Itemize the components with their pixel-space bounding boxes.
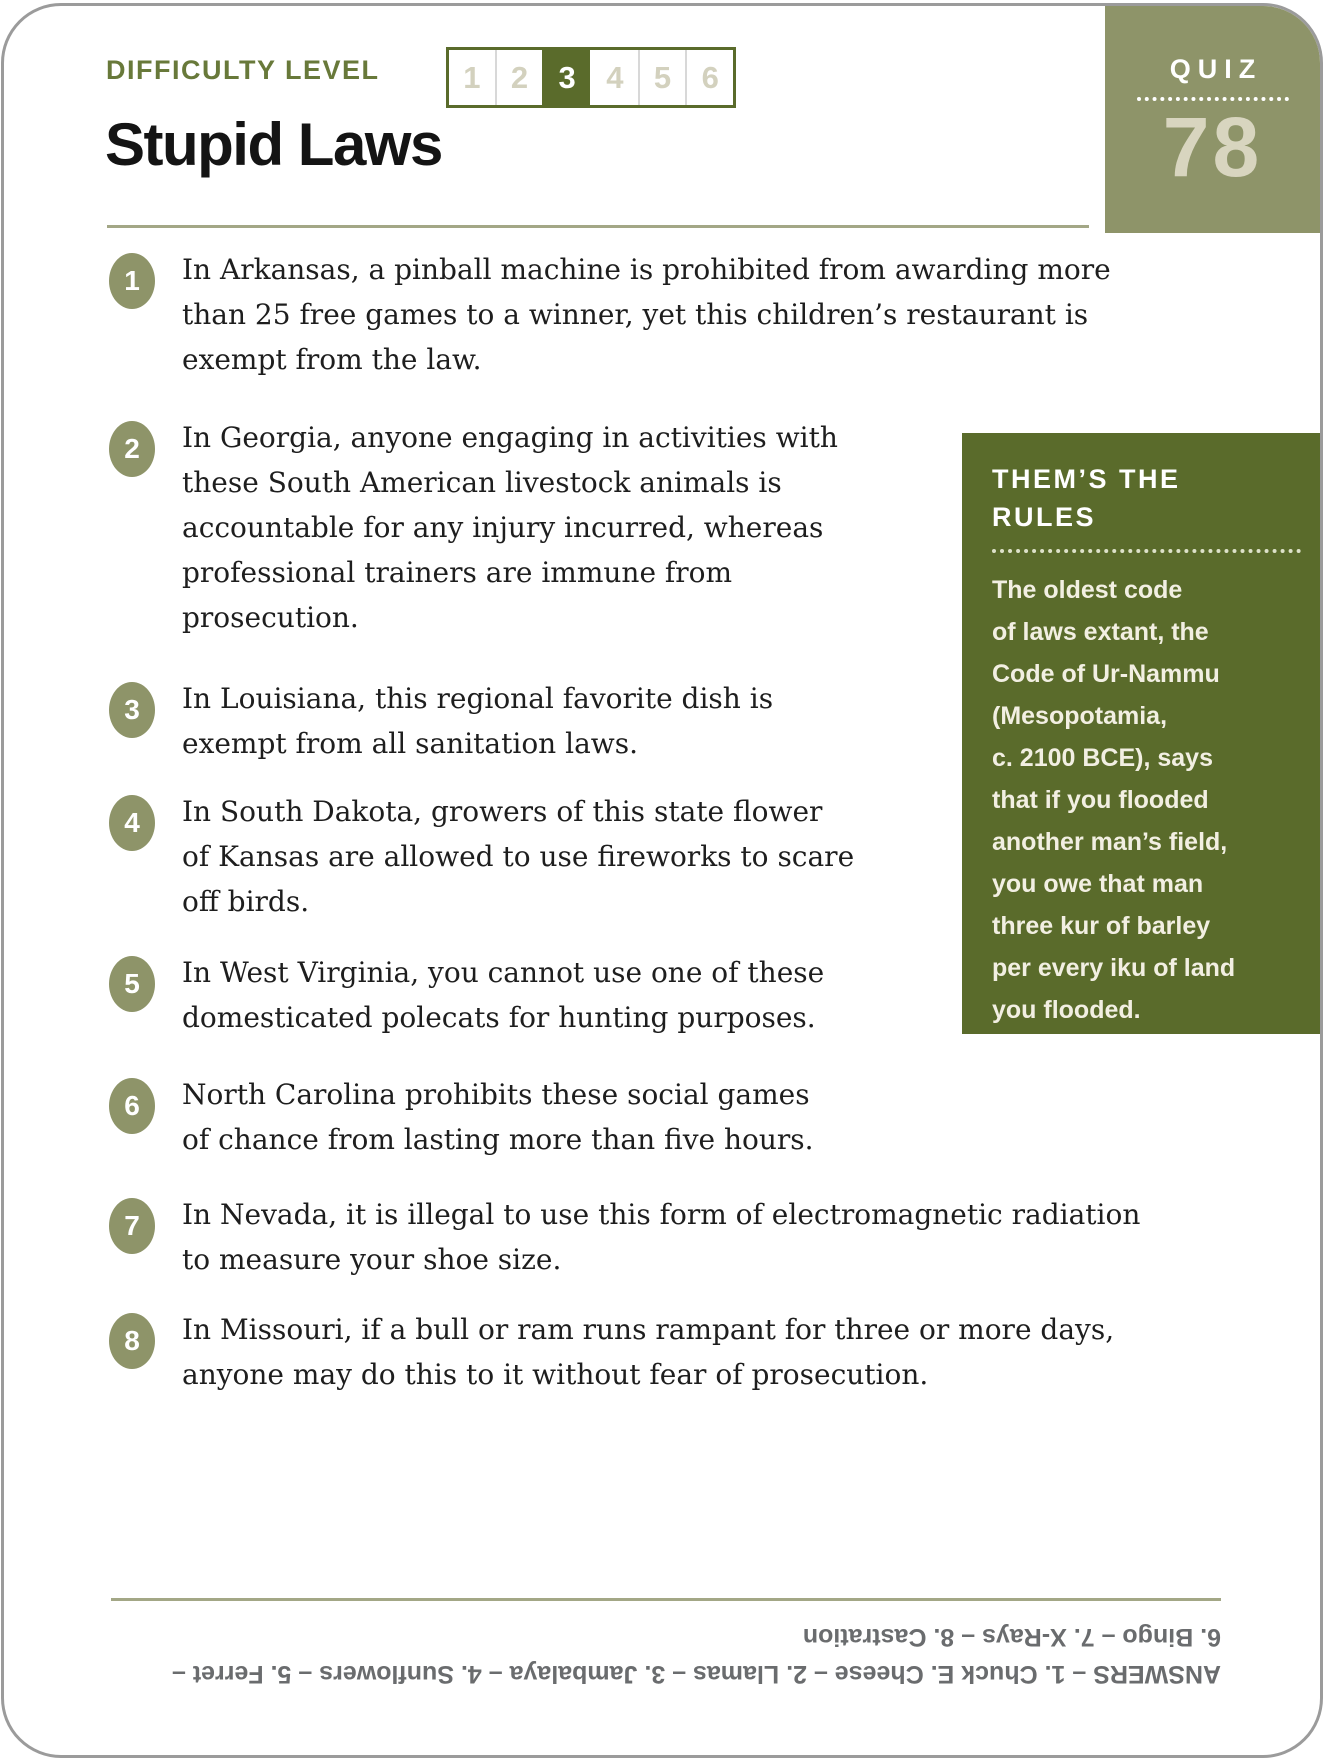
answers-upside-down-block <box>111 1618 1221 1692</box>
question-line: than 25 free games to a winner, yet this children’s restaurant is <box>182 298 1089 331</box>
question-line: accountable for any injury incurred, whereas <box>182 511 824 544</box>
question-row-2 <box>109 415 838 640</box>
difficulty-cell-6: 6 <box>685 50 733 105</box>
question-number-badge: 2 <box>109 421 155 477</box>
sidebar-title-line: THEM’S THE <box>992 464 1181 494</box>
question-text <box>182 1072 814 1162</box>
question-row-5 <box>109 950 824 1040</box>
difficulty-label: DIFFICULTY LEVEL <box>106 55 380 85</box>
question-line: In West Virginia, you cannot use one of these <box>182 956 825 989</box>
question-row-6 <box>109 1072 814 1162</box>
question-line: these South American livestock animals is <box>182 466 782 499</box>
question-number-badge: 8 <box>109 1313 155 1369</box>
sidebar-body-line: of laws extant, the <box>992 618 1209 646</box>
difficulty-scale <box>446 47 736 108</box>
sidebar-title-line: RULES <box>992 502 1097 532</box>
question-text <box>182 950 824 1040</box>
question-number-badge: 4 <box>109 795 155 851</box>
sidebar-body-line: you owe that man <box>992 870 1204 898</box>
question-line: off birds. <box>182 885 310 918</box>
question-text <box>182 247 1111 382</box>
answers-line: 6. Bingo – 7. X-Rays – 8. Castration <box>802 1623 1221 1651</box>
sidebar-body-line: (Mesopotamia, <box>992 702 1168 730</box>
question-line: In Arkansas, a pinball machine is prohibited from awarding more <box>182 253 1111 286</box>
answers-rule <box>111 1598 1221 1601</box>
sidebar-body-line: you flooded. <box>992 996 1141 1024</box>
question-line: prosecution. <box>182 601 359 634</box>
page-title: Stupid Laws <box>105 111 442 178</box>
question-row-8 <box>109 1307 1114 1397</box>
sidebar-callout <box>962 433 1323 1034</box>
question-line: anyone may do this to it without fear of prosecution. <box>182 1358 929 1391</box>
question-row-7 <box>109 1192 1140 1282</box>
quiz-badge <box>1105 6 1320 233</box>
sidebar-body-line: Code of Ur-Nammu <box>992 660 1220 688</box>
question-row-4 <box>109 789 854 924</box>
question-line: professional trainers are immune from <box>182 556 733 589</box>
question-line: In Nevada, it is illegal to use this form of electromagnetic radiation <box>182 1198 1141 1231</box>
question-line: In Georgia, anyone engaging in activities with <box>182 421 838 454</box>
question-row-1 <box>109 247 1111 382</box>
difficulty-cell-4: 4 <box>590 50 638 105</box>
quiz-badge-label: QUIZ <box>1169 54 1263 84</box>
question-number-badge: 6 <box>109 1078 155 1134</box>
question-number-badge: 7 <box>109 1198 155 1254</box>
question-text <box>182 415 838 640</box>
sidebar-body-line: per every iku of land <box>992 954 1236 982</box>
sidebar-body-line: that if you flooded <box>992 786 1209 814</box>
question-number-badge: 5 <box>109 956 155 1012</box>
question-text <box>182 789 854 924</box>
question-number-badge: 1 <box>109 253 155 309</box>
question-line: of chance from lasting more than five hours. <box>182 1123 814 1156</box>
question-line: In Missouri, if a bull or ram runs rampant for three or more days, <box>182 1313 1115 1346</box>
question-line: In South Dakota, growers of this state flower <box>182 795 823 828</box>
difficulty-cell-5: 5 <box>638 50 686 105</box>
quiz-number: 78 <box>1162 100 1263 194</box>
question-line: of Kansas are allowed to use fireworks to scare <box>182 840 855 873</box>
question-line: to measure your shoe size. <box>182 1243 562 1276</box>
question-row-3 <box>109 676 773 766</box>
question-line: exempt from the law. <box>182 343 482 376</box>
question-text <box>182 1307 1114 1397</box>
difficulty-cell-1: 1 <box>449 50 495 105</box>
difficulty-cell-2: 2 <box>495 50 543 105</box>
question-text <box>182 1192 1140 1282</box>
question-number-badge: 3 <box>109 682 155 738</box>
question-text <box>182 676 773 766</box>
title-rule <box>107 225 1089 228</box>
question-line: In Louisiana, this regional favorite dish is <box>182 682 774 715</box>
difficulty-cell-3-active: 3 <box>542 50 590 105</box>
sidebar-body-line: three kur of barley <box>992 912 1211 940</box>
quiz-page-card <box>1 3 1323 1758</box>
question-line: exempt from all sanitation laws. <box>182 727 638 760</box>
sidebar-dotted-rule <box>992 549 1301 553</box>
question-line: North Carolina prohibits these social games <box>182 1078 810 1111</box>
sidebar-body-line: c. 2100 BCE), says <box>992 744 1213 772</box>
sidebar-callout-title <box>992 460 1301 536</box>
answers-line: ANSWERS – 1. Chuck E. Cheese – 2. Llamas – 3. Jambalaya – 4. Sunflowers – 5. Ferret – <box>171 1660 1221 1688</box>
sidebar-callout-body <box>992 569 1301 1031</box>
question-line: domesticated polecats for hunting purposes. <box>182 1001 816 1034</box>
sidebar-body-line: The oldest code <box>992 576 1183 604</box>
sidebar-body-line: another man’s field, <box>992 828 1228 856</box>
